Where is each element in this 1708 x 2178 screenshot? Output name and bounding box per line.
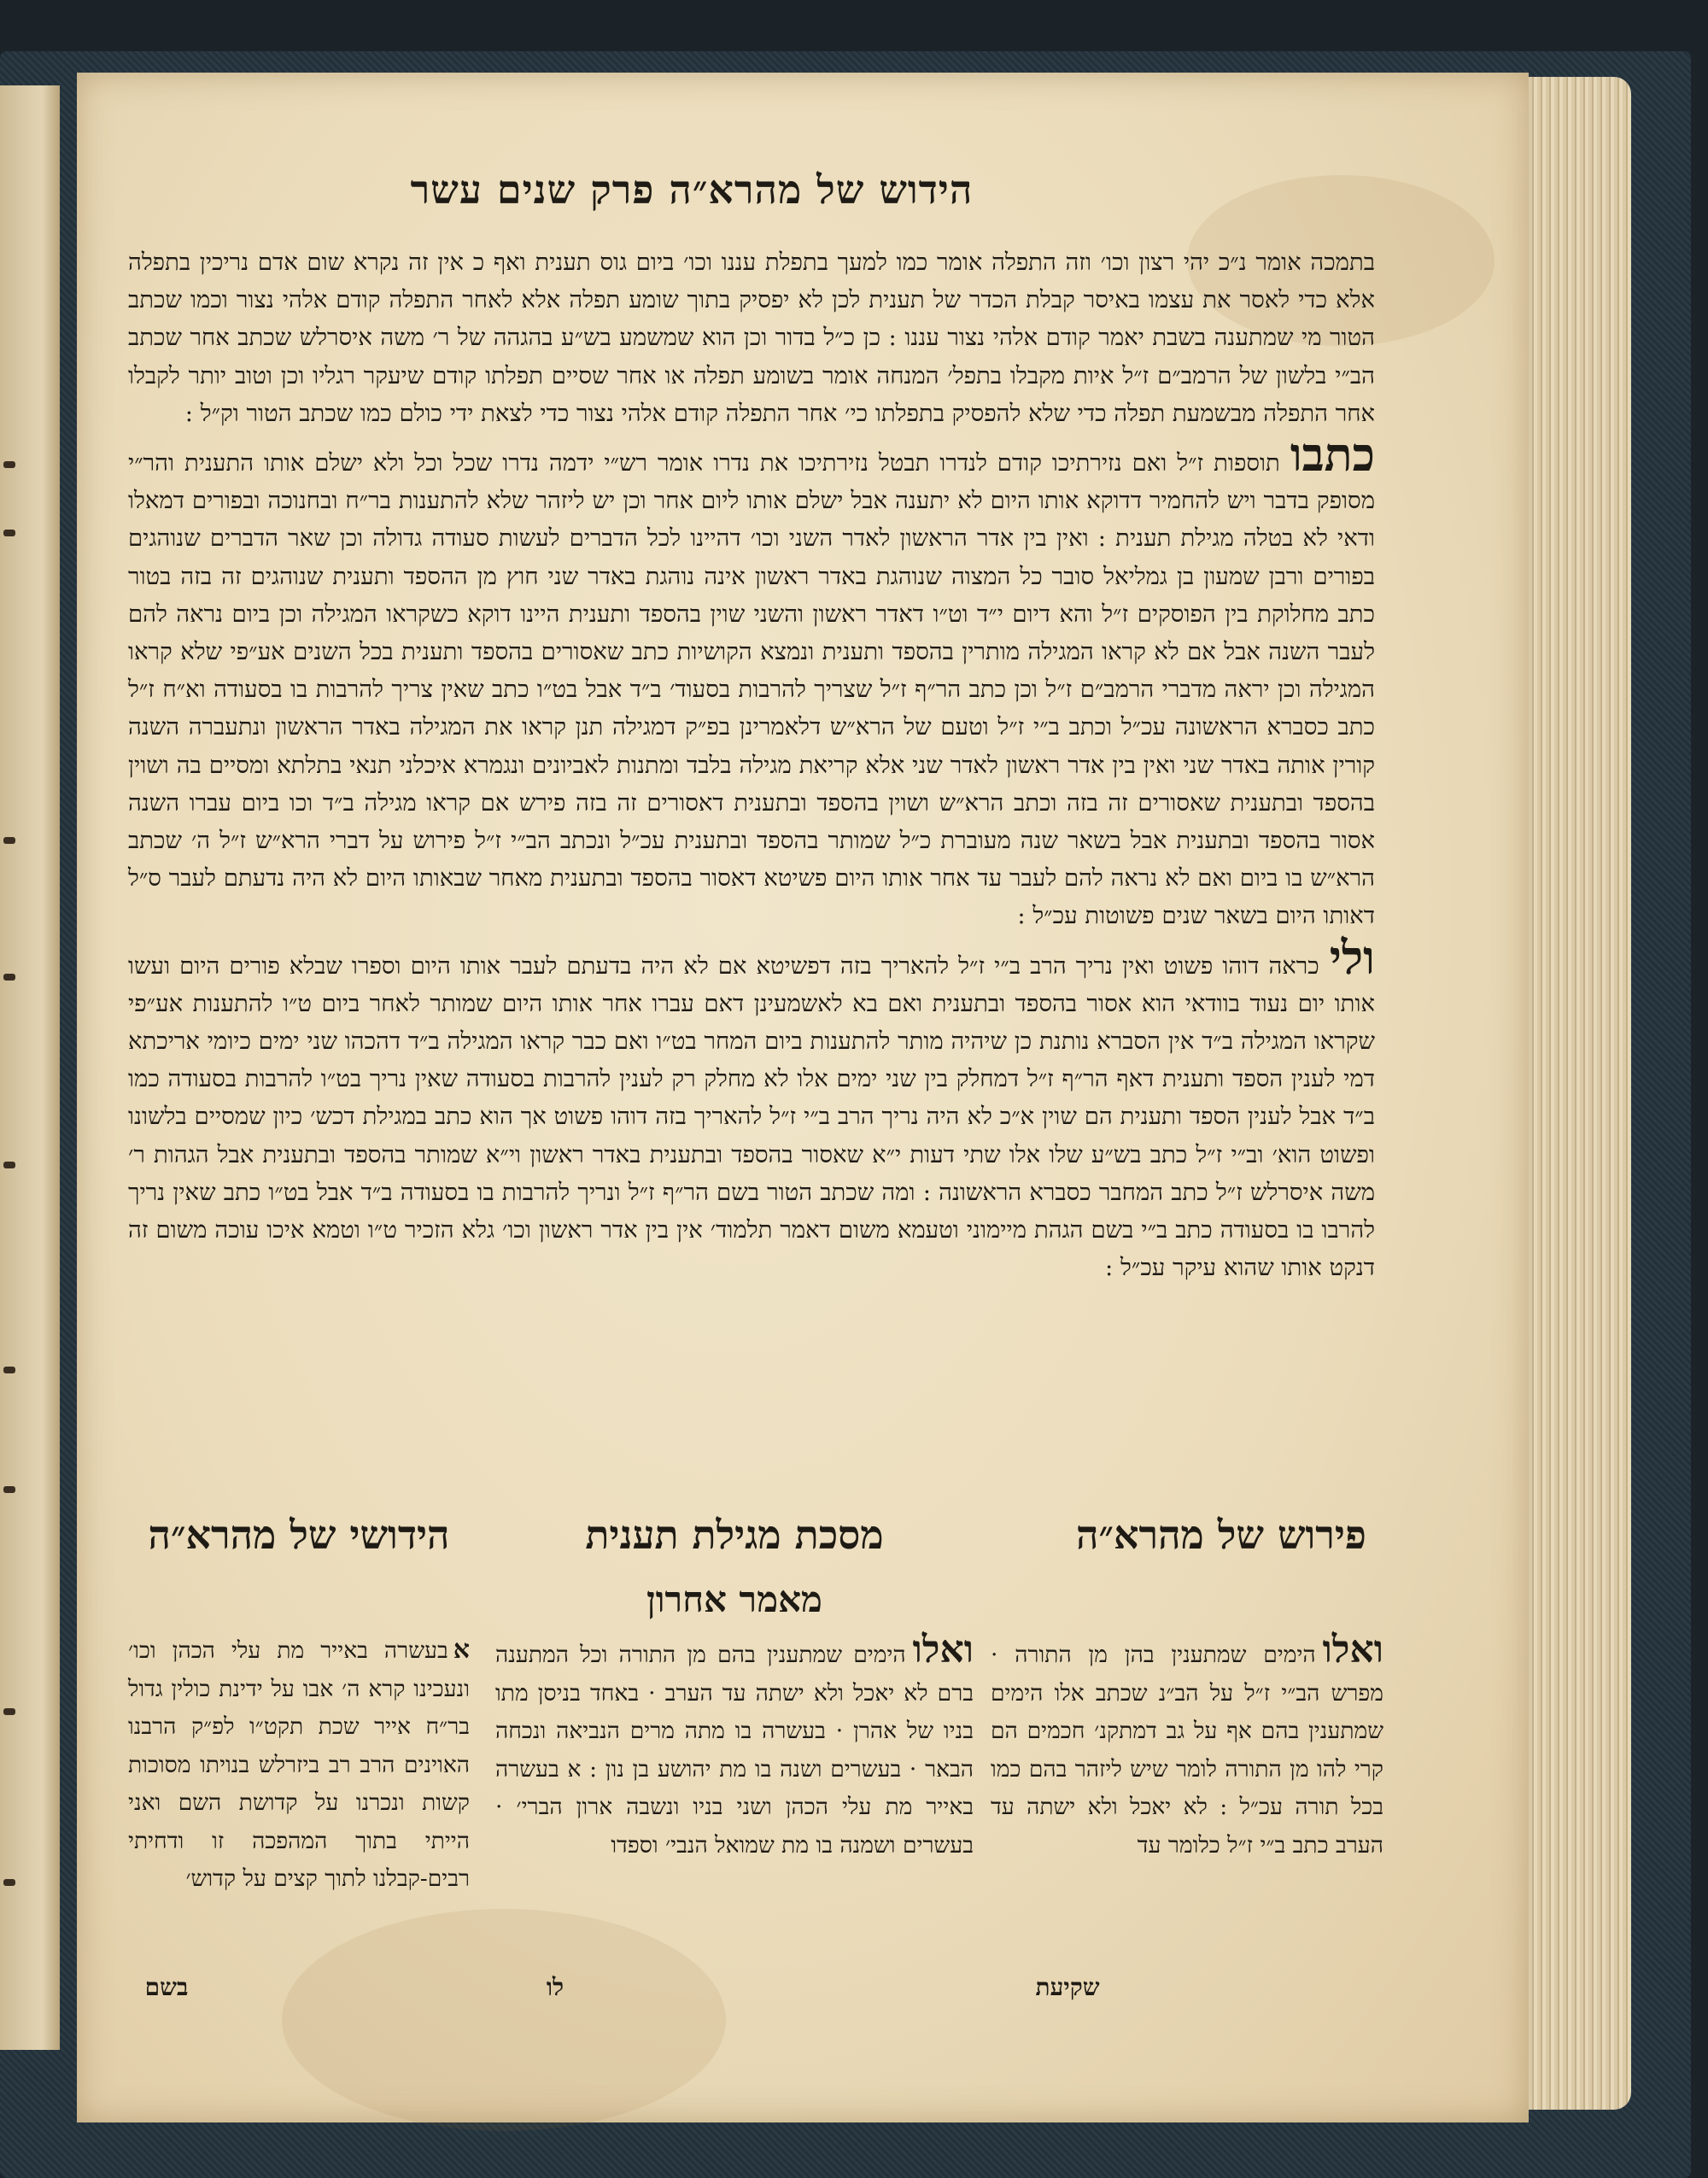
ink-mark [3,1162,15,1168]
ink-mark [3,837,15,844]
page-stain [282,1909,726,2131]
ink-mark [3,974,15,981]
previous-page-edge [0,85,60,2050]
ink-mark [3,1367,15,1373]
column-left-text: בעשרה באייר מת עלי הכהן וכו׳ ונעכינו קרא ה׳ אבו על ידינת כולין גדול בר״ח אייר שכת תקט״ו לפ״ק הרבנו האוינים הרב רב ביזרלש בנויתו מסוכות קשות ונכרנו על קדושת השם ואני הייתי בתוך המהפכה זו ודחיתי רבים-קבלנו לתוך קצים על קדוש׳ [128,1637,470,1892]
ink-mark [3,1708,15,1715]
column-right-text: הימים שמתענין בהן מן התורה · מפרש הב״י ז״ל על הב״נ שכתב אלו הימים שמתענין בהם אף על גב דמתקנ׳ חכמים הם קרי להו מן התורה לומר שיש ליזהר בהם כמו בכל תורה עכ״ל : לא יאכל ולא ישתה עד הערב כתב ב״י ז״ל כלומר עד [991,1642,1383,1859]
column-right-paragraph [991,1628,1383,1865]
ink-mark [3,530,15,536]
column-center-paragraph [495,1628,974,1865]
running-head: הידוש של מהרא״ה פרק שנים עשר [410,167,974,213]
paragraph-2 [128,427,1375,935]
main-commentary [128,243,1375,1290]
column-heading-right: פירוש של מהרא״ה [1076,1512,1366,1558]
ink-mark [3,1879,15,1886]
column-right [991,1628,1383,1865]
column-left [128,1631,470,1899]
column-center [495,1628,974,1865]
column-left-letter-marker: א [453,1635,470,1665]
column-left-paragraph [128,1631,470,1899]
paragraph-1: בתמכה אומר נ״כ יהי רצון וכו׳ וזה התפלה אומר כמו למעך בתפלת עננו וכו׳ ביום גוס תענית ואף כ אין זה נקרא שום אדם נריכין בתפלה אלא כדי לאסר את עצמו באיסר קבלת הכדר של תענית לכן לא יפסיק בתוך שומע תפלה אלא לאחר התפלה קודם אלהי נצור וכמו שכתב הטור מי שמתענה בשבת יאמר קודם אלהי נצור עננו : כן כ״ל בדור וכן הוא שמשמע בש״ע בהגהה של ר׳ משה איסרלש שכתב אחר שכתב הב״י בלשון של הרמב״ם ז״ל איות מקבלו בתפל׳ המנחה אומר בשומע תפלה או אחר שסיים תפלתו קודם שיעקר רגליו וכן וטוב יותר לקבלו אחר התפלה מבשמעת תפלה כדי שלא להפסיק בתפלתו כי׳ אחר התפלה קודם אלהי נצור כדי לצאת ידי כולם כמו שכתב הטור וק״ל : [128,249,1376,427]
catchword-right: שקיעת [1035,1973,1100,2001]
column-heading-center: מסכת מגילת תענית [585,1512,884,1558]
paragraph-3 [128,929,1375,1287]
column-center-text: הימים שמתענין בהם מן התורה וכל המתענה ברם לא יאכל ולא ישתה עד הערב · באחד בניסן מתו בניו של אהרן · בעשרה בו מתה מרים הנביאה ונכחה הבאר · בעשרים ושנה בו מת יהושע בן נון : א בעשרה באייר מת עלי הכהן ושני בניו ונשבה ארון הברי׳ · בעשרים ושמנה בו מת שמואל הנבי׳ וספדו [495,1642,974,1859]
paragraph-3-text: כראה דוהו פשוט ואין נריך הרב ב״י ז״ל להאריך בזה דפשיטא אם לא היה בדעתם לעבר אותו היום וספרו שבלא פורים היום ועשו אותו יום נעוד בוודאי הוא אסור בהספד ובתענית ואם בא לאשמעינן דאם עברו אחר אותו היום שמותר לאחר ביום ט״ו להתענות אע״פי שקראו המגילה ב״ד אין הסברא נותנת כן שיהיה מותר להתענות ביום המחר בט״ו ואם כבר קראו המגילה ב״ד דהכהו שני ימים כיומי אריכתא דמי לענין הספד ותענית דאף הר״ף ז״ל דמחלק בין שני ימים אלו לא מחלק רק לענין להרבות בסעודה שאין נריך בט״ו להרבות בסעודה כמו ב״ד אבל לענין הספד ותענית הם שוין א״כ לא היה נריך הרב ב״י ז״ל להאריך בזה דוהו פשוט אך הוא כתב במגילת דכש׳ כיון שמסיים בלשונו ופשוט הוא׳ וב״י ז״ל כתב בש״ע שלו אלו שתי דעות י״א שאסור בהספד ובתענית באדר ראשון וי״א שמותר בהספד ובתענית אבל הגהות ר׳ משה איסרלש ז״ל כתב המחבר כסברא הראשונה : ומה שכתב הטור בשם הר״ף ז״ל ונריך להרבות בו בסעודה ב״ד אבל בט״ו כתב שאין נריך להרבו בו בסעודה כתב ב״י בשם הגהת מיימוני וטעמא משום דאמר תלמוד׳ אין בין אדר ראשון וכו׳ גלא הזכיר ט״ו וטמא איכו עוכה משום זה דנקט אותו שהוא עיקר עכ״ל : [128,951,1375,1282]
ink-mark [3,461,15,468]
column-right-lead-word: ואלו [1322,1628,1383,1672]
lead-word-veli: ולי [1329,929,1375,985]
column-subheading-center: מאמר אחרון [646,1578,822,1620]
lead-word-ktavu: כתבו [1290,427,1375,483]
ink-mark [3,1486,15,1493]
column-center-lead-word: ואלו [912,1628,974,1672]
paragraph-2-text: תוספות ז״ל ואם נזירתיכו קודם לנדרו תבטל נזירתיכו את נדרו אומר רש״י ידמה נדרו שכל וכל ולא ישלם אותו התענית והר״י מסופק בדבר ויש להחמיר דדוקא אותו היום לא יתענה אבל ישלם אותו ליום אחר וכן יש ליזהר שלא להתענות בר״ח ובחנוכה ובפורים דמאלו ודאי לא בטלה מגילת תענית : ואין בין אדר הראשון לאדר השני וכו׳ דהיינו לכל הדברים לעשות סעודה גדולה וכן שאר הדברים שנוהגים בפורים ורבן שמעון בן גמליאל סובר כל המצוה שנוהגת באדר ראשון אינה נוהגת באדר שני חוץ מן ההספד ותענית שנוהגים זה בזה בטור כתב מחלוקת בין הפוסקים ז״ל והא דיום י״ד וט״ו דאדר ראשון והשני שוין בהספד ותענית היינו דוקא כשקראו המגילה וכן ביום נראה להם לעבר השנה אבל אם לא קראו המגילה מותרין בהספד ותענית ונמצא הקושיות כתב שאסורים בהספד ותענית בכל השנים אע״פי שלא קראו המגילה וכן יראה מדברי הרמב״ם ז״ל וכן כתב הר״ף ז״ל שצריך להרבות בסעוד׳ ב״ד אבל בט״ו כתב שאין צריך להרבות בו בסעודה וא״ח ז״ל כתב כסברא הראשונה עכ״ל וכתב ב״י ז״ל וטעם של הרא״ש דלאמרינן בפ״ק דמגילה תנן קראו את המגילה באדר הראשון ונתעברה השנה קורין אותה באדר שני ואין בין אדר ראשון לאדר שני אלא קריאת מגילה בלבד ומתנות לאביונים ונגמרא איכלני תנאי בתלתא ומסיים בה ושוין בהספד ובתענית שאסורים זה בזה וכתב הרא״ש ושוין בהספד ובתענית דאסורים זה בזה פירש אם קראו מגילה ב״ד וכו ביום עברו השנה אסור בהספד ובתענית אבל בשאר שנה מעוברת כ״ל שמותר בהספד ובתענית עכ״ל ונכתב הב״י ז״ל פירוש על דברי הרא״ש ז״ל ה׳ שכתב הרא״ש בו ביום ואם לא נראה להם לעבר עד אחר אותו היום פשיטא דאסור בהספד ובתענית מאחר שבאותו היום לא היה נדעתם לעבר ס״ל דאותו היום בשאר שנים פשוטות עכ״ל : [128,449,1375,930]
column-heading-left: הידושי של מהרא״ה [148,1512,450,1558]
catchword-left: בשם [144,1973,189,2001]
catchword-center: לו [546,1973,564,2001]
